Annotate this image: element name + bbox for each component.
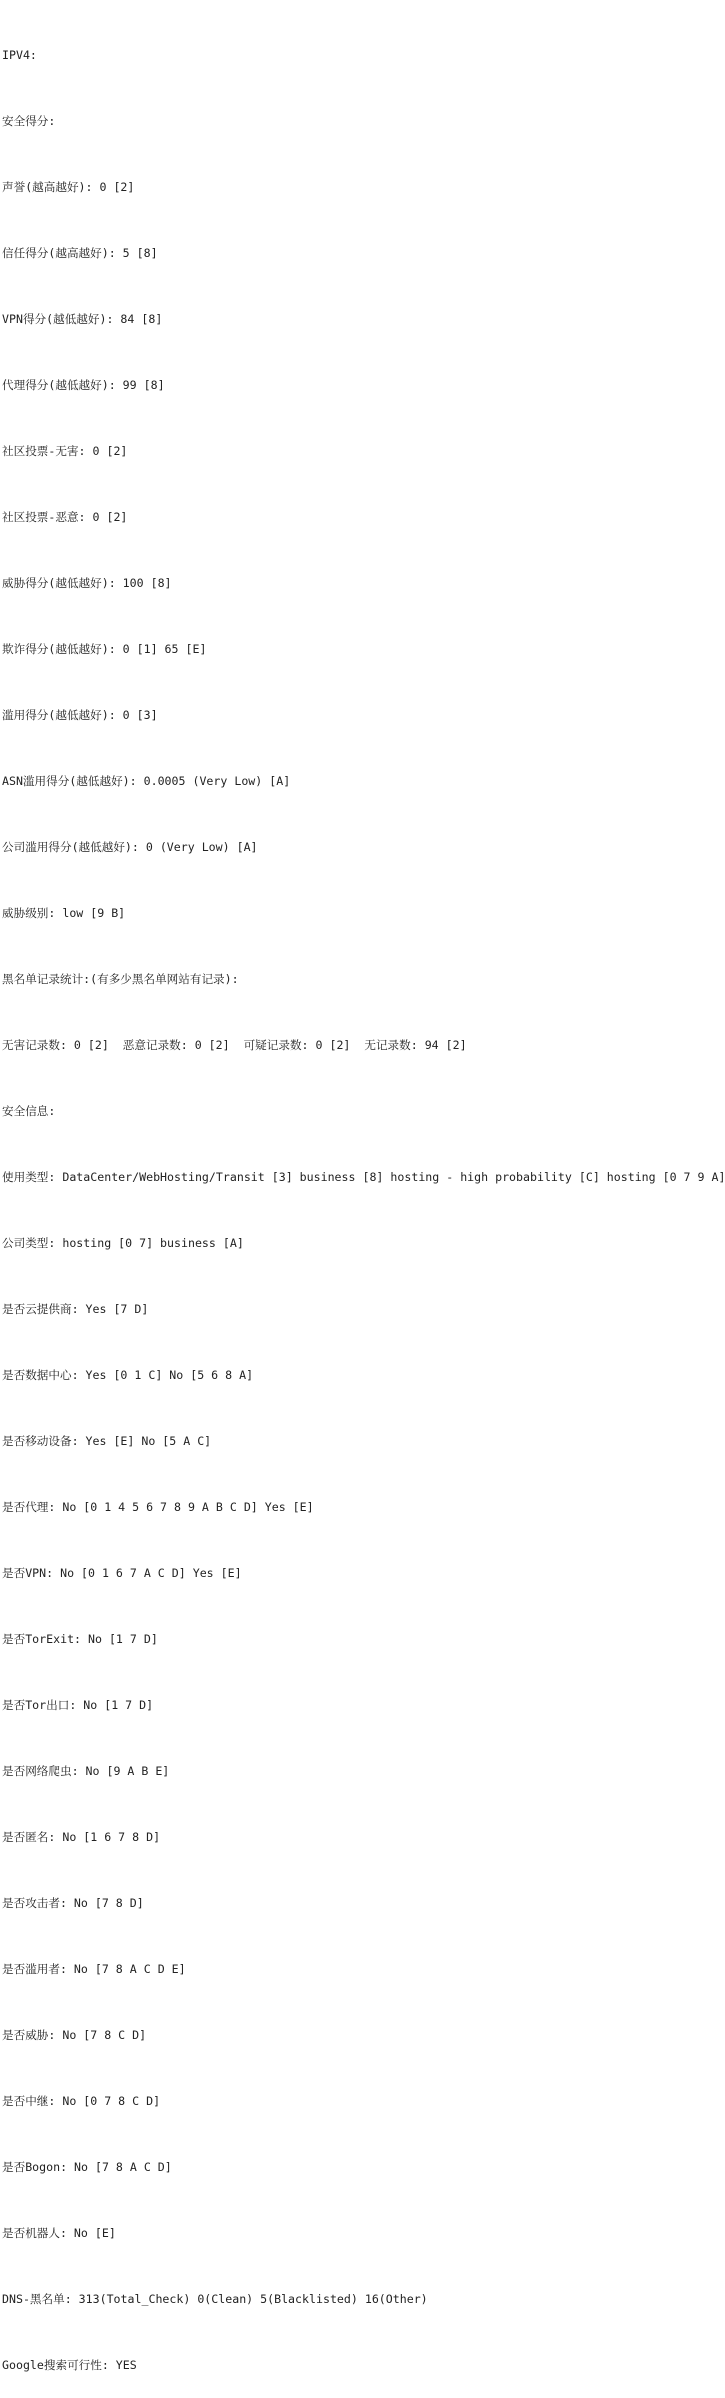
is-crawler-line: 是否网络爬虫: No [9 A B E] xyxy=(2,1764,170,1778)
is-relay-line: 是否中继: No [0 7 8 C D] xyxy=(2,2094,161,2108)
is-attacker-line: 是否攻击者: No [7 8 D] xyxy=(2,1896,144,1910)
section-security-info-header: 安全信息: xyxy=(2,1104,56,1118)
reputation-line: 声誉(越高越好): 0 [2] xyxy=(2,180,135,194)
is-anonymous-line: 是否匿名: No [1 6 7 8 D] xyxy=(2,1830,161,1844)
is-bogon-line: 是否Bogon: No [7 8 A C D] xyxy=(2,2160,172,2174)
section-ipv4-header: IPV4: xyxy=(2,48,37,62)
asn-abuse-score-line: ASN滥用得分(越低越好): 0.0005 (Very Low) [A] xyxy=(2,774,291,788)
threat-score-line: 威胁得分(越低越好): 100 [8] xyxy=(2,576,172,590)
vpn-score-line: VPN得分(越低越好): 84 [8] xyxy=(2,312,163,326)
trust-score-line: 信任得分(越高越好): 5 [8] xyxy=(2,246,158,260)
abuse-score-line: 滥用得分(越低越好): 0 [3] xyxy=(2,708,158,722)
blacklist-stats-header: 黑名单记录统计:(有多少黑名单网站有记录): xyxy=(2,972,239,986)
blacklist-counts-line: 无害记录数: 0 [2] 恶意记录数: 0 [2] 可疑记录数: 0 [2] 无记录数: 94 [2] xyxy=(2,1038,467,1052)
is-threat-line: 是否威胁: No [7 8 C D] xyxy=(2,2028,147,2042)
is-tor-exit-cn-line: 是否Tor出口: No [1 7 D] xyxy=(2,1698,154,1712)
company-abuse-score-line: 公司滥用得分(越低越好): 0 (Very Low) [A] xyxy=(2,840,258,854)
proxy-score-line: 代理得分(越低越好): 99 [8] xyxy=(2,378,165,392)
is-mobile-line: 是否移动设备: Yes [E] No [5 A C] xyxy=(2,1434,212,1448)
usage-type-line: 使用类型: DataCenter/WebHosting/Transit [3] business [8] hosting - high probability [C] hosting [0 7 9 A] xyxy=(2,1170,725,1184)
dns-blacklist-line: DNS-黑名单: 313(Total_Check) 0(Clean) 5(Blacklisted) 16(Other) xyxy=(2,2292,428,2306)
is-abuser-line: 是否滥用者: No [7 8 A C D E] xyxy=(2,1962,186,1976)
company-type-line: 公司类型: hosting [0 7] business [A] xyxy=(2,1236,244,1250)
is-tor-exit-line: 是否TorExit: No [1 7 D] xyxy=(2,1632,158,1646)
google-search-line: Google搜索可行性: YES xyxy=(2,2358,137,2372)
is-cloud-provider-line: 是否云提供商: Yes [7 D] xyxy=(2,1302,149,1316)
threat-level-line: 威胁级别: low [9 B] xyxy=(2,906,126,920)
section-security-score-header: 安全得分: xyxy=(2,114,56,128)
is-datacenter-line: 是否数据中心: Yes [0 1 C] No [5 6 8 A] xyxy=(2,1368,254,1382)
is-vpn-line: 是否VPN: No [0 1 6 7 A C D] Yes [E] xyxy=(2,1566,242,1580)
is-proxy-line: 是否代理: No [0 1 4 5 6 7 8 9 A B C D] Yes [E] xyxy=(2,1500,314,1514)
community-vote-harmless-line: 社区投票-无害: 0 [2] xyxy=(2,444,128,458)
fraud-score-line: 欺诈得分(越低越好): 0 [1] 65 [E] xyxy=(2,642,207,656)
terminal-output xyxy=(2,0,725,2398)
is-bot-line: 是否机器人: No [E] xyxy=(2,2226,116,2240)
community-vote-malicious-line: 社区投票-恶意: 0 [2] xyxy=(2,510,128,524)
